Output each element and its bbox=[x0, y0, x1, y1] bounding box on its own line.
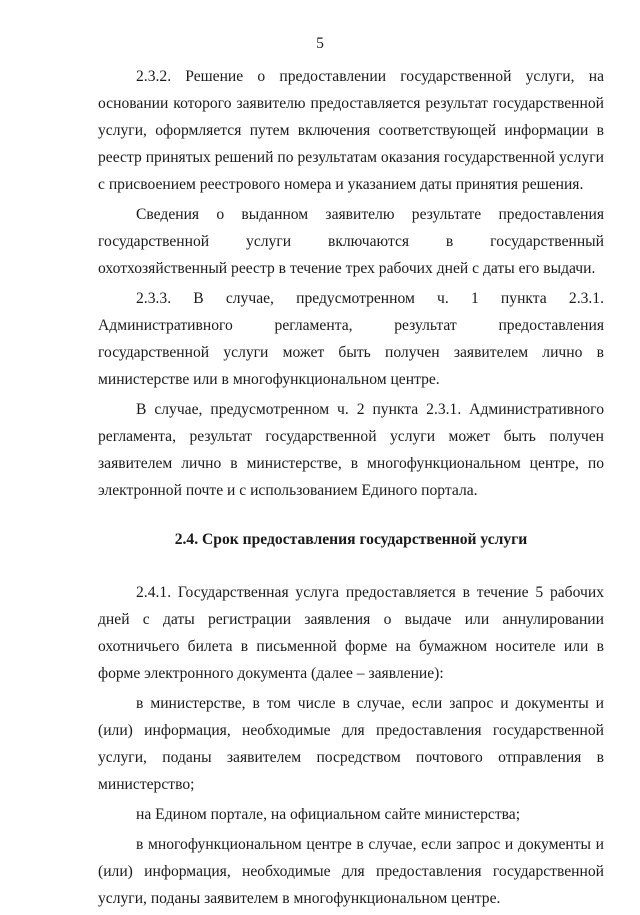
paragraph-portal: на Едином портале, на официальном сайте министерства; bbox=[136, 806, 521, 823]
document-body bbox=[98, 63, 604, 915]
paragraph-2-3-3: 2.3.3. В случае, предусмотренном ч. 1 пункта 2.3.1. Административного регламента, результат предоставления государственной услуги может быть получен заявителем лично в министерстве или в многофункциональном центре. bbox=[98, 290, 604, 388]
paragraph-2-4-1: 2.4.1. Государственная услуга предоставляется в течение 5 рабочих дней с даты регистрации заявления о выдаче или аннулировании охотничьего билета в письменной форме на бумажном носителе или в форме электронного документа (далее – заявление): bbox=[98, 584, 604, 682]
section-heading: 2.4. Срок предоставления государственной услуги bbox=[174, 531, 528, 548]
paragraph-part-2-case: В случае, предусмотренном ч. 2 пункта 2.3.1. Административного регламента, результат государственной услуги может быть получен заявителем лично в министерстве, в многофункциональном центре, по электронной почте и с использованием Единого портала. bbox=[98, 401, 604, 499]
paragraph-ministry: в министерстве, в том числе в случае, если запрос и документы и (или) информация, необходимые для предоставления государственной услуги, поданы заявителем посредством почтового отправления в министерство; bbox=[98, 695, 604, 793]
paragraph-2-3-2: 2.3.2. Решение о предоставлении государственной услуги, на основании которого заявителю предоставляется результат государственной услуги, оформляется путем включения соответствующей информации в реестр принятых решений по результатам оказания государственной услуги с присвоением реестрового номера и указанием даты принятия решения. bbox=[98, 68, 604, 193]
paragraph-mfc: в многофункциональном центре в случае, если запрос и документы и (или) информация, необходимые для предоставления государственной услуги, поданы заявителем в многофункциональном центре. bbox=[98, 836, 604, 907]
paragraph-registry-info: Сведения о выданном заявителю результате предоставления государственной услуги включаются в государственный охотхозяйственный реестр в течение трех рабочих дней с даты его выдачи. bbox=[98, 206, 604, 277]
page-number: 5 bbox=[316, 35, 324, 52]
